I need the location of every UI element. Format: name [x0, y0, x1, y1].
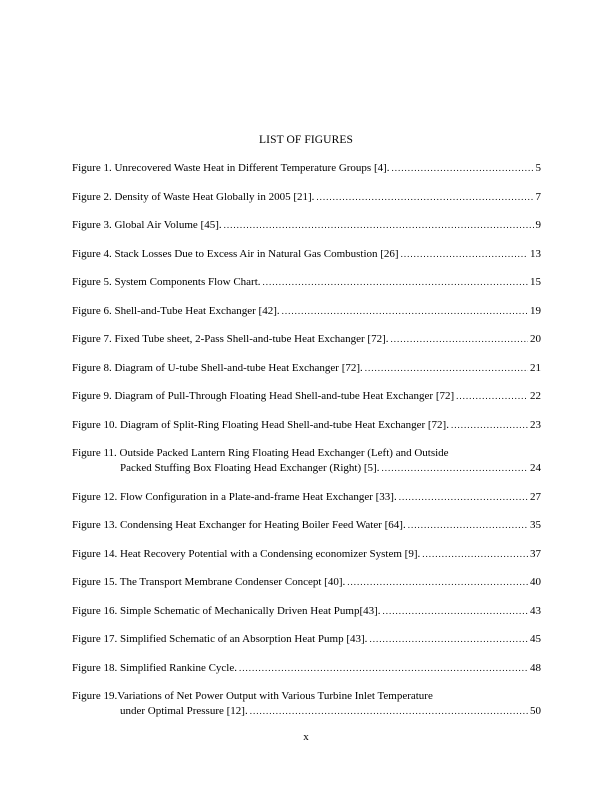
figure-entry-15[interactable]	[72, 575, 541, 590]
page-number: 24	[530, 462, 541, 474]
figure-title: Figure 10. Diagram of Split-Ring Floating Head Shell-and-tube Heat Exchanger [72].	[72, 418, 449, 431]
dot-leader	[422, 547, 528, 562]
figure-title: Figure 2. Density of Waste Heat Globally in 2005 [21].	[72, 190, 315, 203]
figure-title: Figure 11. Outside Packed Lantern Ring Floating Head Exchanger (Left) and Outside	[72, 447, 449, 459]
figure-entry-17[interactable]	[72, 632, 541, 647]
figure-list	[72, 161, 541, 733]
page-number: 21	[530, 361, 541, 374]
page-heading: LIST OF FIGURES	[259, 134, 353, 146]
figure-title: Figure 6. Shell-and-Tube Heat Exchanger [42].	[72, 304, 280, 317]
figure-title: Figure 16. Simple Schematic of Mechanically Driven Heat Pump[43].	[72, 604, 381, 617]
dot-leader	[399, 490, 528, 505]
page-number: 27	[530, 490, 541, 503]
page-number: 35	[530, 519, 541, 531]
figure-entry-11[interactable]	[72, 446, 541, 476]
figure-entry-18[interactable]	[72, 661, 541, 676]
page-number: 20	[530, 333, 541, 345]
figure-entry-9[interactable]	[72, 389, 541, 404]
page-number: 43	[530, 604, 541, 617]
dot-leader	[316, 190, 533, 205]
dot-leader	[369, 632, 528, 647]
figure-title: Figure 9. Diagram of Pull-Through Floating Head Shell-and-tube Heat Exchanger [72]	[72, 390, 455, 402]
page-number: 19	[530, 304, 541, 317]
dot-leader	[408, 518, 528, 533]
figure-entry-14[interactable]	[72, 547, 541, 562]
figure-entry-1[interactable]	[72, 161, 541, 176]
dot-leader	[381, 461, 528, 476]
figure-title: Figure 5. System Components Flow Chart.	[72, 276, 261, 288]
page-number: 7	[535, 190, 541, 203]
figure-title: Figure 19.Variations of Net Power Output with Various Turbine Inlet Temperature	[72, 690, 433, 702]
page-folio: x	[303, 731, 309, 743]
page-number: 40	[530, 576, 541, 588]
dot-leader	[365, 361, 528, 376]
dot-leader	[347, 575, 528, 590]
figure-title: Figure 17. Simplified Schematic of an Absorption Heat Pump [43].	[72, 633, 368, 645]
figure-title: Figure 12. Flow Configuration in a Plate-and-frame Heat Exchanger [33].	[72, 490, 397, 503]
figure-entry-13[interactable]	[72, 518, 541, 533]
figure-title: Figure 15. The Transport Membrane Condenser Concept [40].	[72, 576, 346, 588]
dot-leader	[456, 389, 528, 404]
page-number: 50	[530, 705, 541, 717]
page-number: 5	[535, 162, 541, 174]
figure-title-continued: under Optimal Pressure [12].	[120, 705, 248, 717]
figure-entry-5[interactable]	[72, 275, 541, 290]
page-number: 48	[530, 661, 541, 674]
figure-title: Figure 14. Heat Recovery Potential with a Condensing economizer System [9].	[72, 547, 421, 560]
page-number: 45	[530, 633, 541, 645]
figure-entry-7[interactable]	[72, 332, 541, 347]
page-number: 9	[535, 219, 541, 231]
dot-leader	[392, 161, 534, 176]
figure-entry-12[interactable]	[72, 490, 541, 505]
page-number: 22	[530, 390, 541, 402]
dot-leader	[263, 275, 528, 290]
figure-entry-3[interactable]	[72, 218, 541, 233]
figure-entry-6[interactable]	[72, 304, 541, 319]
figure-title: Figure 13. Condensing Heat Exchanger for Heating Boiler Feed Water [64].	[72, 519, 406, 531]
dot-leader	[250, 704, 528, 719]
dot-leader	[282, 304, 528, 319]
figure-title-continued: Packed Stuffing Box Floating Head Exchanger (Right) [5].	[120, 462, 380, 474]
dot-leader	[391, 332, 529, 347]
figure-title: Figure 18. Simplified Rankine Cycle.	[72, 661, 237, 674]
figure-entry-10[interactable]	[72, 418, 541, 433]
figure-entry-19[interactable]	[72, 689, 541, 719]
figure-title: Figure 8. Diagram of U-tube Shell-and-tube Heat Exchanger [72].	[72, 361, 363, 374]
figure-entry-16[interactable]	[72, 604, 541, 619]
dot-leader	[401, 247, 528, 262]
page-number: 15	[530, 276, 541, 288]
dot-leader	[451, 418, 528, 433]
page-number: 23	[530, 418, 541, 431]
figure-title: Figure 1. Unrecovered Waste Heat in Different Temperature Groups [4].	[72, 162, 390, 174]
figure-title: Figure 7. Fixed Tube sheet, 2-Pass Shell-and-tube Heat Exchanger [72].	[72, 333, 389, 345]
figure-title: Figure 3. Global Air Volume [45].	[72, 219, 222, 231]
dot-leader	[383, 604, 528, 619]
dot-leader	[239, 661, 528, 676]
figure-title: Figure 4. Stack Losses Due to Excess Air in Natural Gas Combustion [26]	[72, 247, 399, 260]
figure-entry-2[interactable]	[72, 190, 541, 205]
figure-entry-8[interactable]	[72, 361, 541, 376]
dot-leader	[224, 218, 534, 233]
page-number: 13	[530, 247, 541, 260]
figure-entry-4[interactable]	[72, 247, 541, 262]
page-number: 37	[530, 547, 541, 560]
